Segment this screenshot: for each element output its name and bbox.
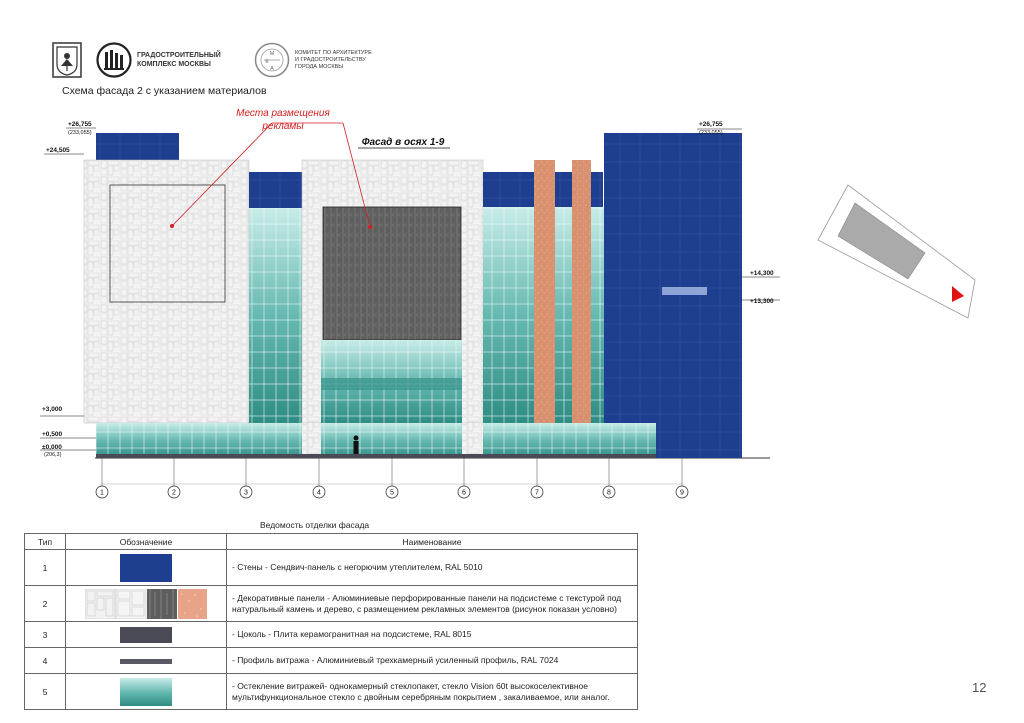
level-right-2: +14,300 (750, 270, 774, 277)
legend-desc-3: - Цоколь - Плита керамогранитная на подсистеме, RAL 8015 (227, 622, 638, 648)
level-right-1-sub: (233,055) (699, 130, 723, 136)
level-right-1: +26,755 (699, 121, 723, 128)
legend-desc-4: - Профиль витража - Алюминиевый трехкамерный усиленный профиль, RAL 7024 (227, 648, 638, 674)
legend-header-row (25, 534, 638, 550)
level-left-1: +26,755 (68, 121, 92, 128)
level-right-3: +13,300 (750, 298, 774, 305)
svg-text:8: 8 (607, 489, 611, 497)
legend-row-1: 1 - Стены - Сендвич-панель с негорючим утеплителем, RAL 5010 (25, 550, 638, 586)
level-left-3: +3,000 (42, 406, 63, 413)
facade-title: Фасад в осях 1-9 (361, 137, 445, 148)
svg-text:1: 1 (100, 489, 104, 497)
plinth-band (96, 454, 656, 458)
axis-8 (603, 458, 615, 498)
axis-7 (531, 458, 543, 498)
level-left-5-sub: (206,3) (44, 452, 62, 458)
legend-desc-1: - Стены - Сендвич-панель с негорючим утеплителем, RAL 5010 (227, 550, 638, 586)
wall-panel-top-left (96, 133, 179, 160)
axis-9 (676, 458, 688, 498)
wood-column-2 (572, 160, 591, 423)
finish-legend-table (24, 533, 638, 710)
org2-line1: КОМИТЕТ ПО АРХИТЕКТУРЕ (295, 49, 372, 56)
org2-line2: И ГРАДОСТРОИТЕЛЬСТВУ (295, 56, 366, 63)
legend-desc-2: - Декоративные панели - Алюминиевые перфорированные панели на подсистеме с текстурой под натуральный камень и дерево, с размещением рекламных элементов (рисунок показан условно) (227, 586, 638, 622)
page-number: 12 (972, 680, 987, 695)
org1-line1: ГРАДОСТРОИТЕЛЬНЫЙ (137, 52, 221, 59)
person-figure-icon (354, 436, 359, 455)
org2-line3: ГОРОДА МОСКВЫ (295, 63, 344, 70)
legend-title: Ведомость отделки фасада (260, 520, 370, 530)
swatch-wall-blue (120, 554, 172, 582)
mka-letter-m: М (269, 51, 275, 57)
col-type: Тип (25, 534, 66, 550)
axis-2 (168, 458, 180, 498)
stone-panel-left (84, 160, 249, 423)
ad-area-center (323, 207, 461, 340)
svg-text:4: 4 (317, 489, 321, 497)
svg-text:5: 5 (390, 489, 394, 497)
svg-text:7: 7 (535, 489, 539, 497)
axis-1 (96, 458, 108, 498)
legend-row-3: 3 - Цоколь - Плита керамогранитная на подсистеме, RAL 8015 (25, 622, 638, 648)
svg-text:9: 9 (680, 489, 684, 497)
swatch-profile (120, 659, 172, 664)
col-name: Наименование (227, 534, 638, 550)
legend-row-2: 2 - Декоративные панели - Алюминиевые перфорированные панели на подсистеме с текстурой под натуральный камень и дерево, с размещением рекламных элементов (рисунок показан условно) (25, 586, 638, 622)
col-symbol: Обозначение (66, 534, 227, 550)
level-left-1-sub: (233,055) (68, 130, 92, 136)
svg-text:6: 6 (462, 489, 466, 497)
callout-line1: Места размещения (236, 108, 330, 119)
mka-letter-a: А (270, 66, 274, 72)
site-plan-keymap (818, 185, 975, 318)
axis-3 (240, 458, 252, 498)
swatch-glass (120, 678, 172, 706)
page-subtitle: Схема фасада 2 с указанием материалов (62, 85, 267, 97)
axis-6 (458, 458, 470, 498)
swatch-plinth (120, 627, 172, 643)
svg-text:2: 2 (172, 489, 176, 497)
svg-text:3: 3 (244, 489, 248, 497)
legend-row-4: 4 - Профиль витража - Алюминиевый трехкамерный усиленный профиль, RAL 7024 (25, 648, 638, 674)
level-left-4: +0,500 (42, 431, 63, 438)
legend-desc-5: - Остекление витражей- однокамерный стеклопакет, стекло Vision 60t высокоселективное мультифункциональное стекло с двойным серебряным покрытием , закаливаемое, или аналог. (227, 674, 638, 710)
level-left-5: ±0,000 (42, 444, 62, 451)
axis-5 (386, 458, 398, 498)
callout-line2: рекламы (262, 121, 304, 132)
wood-column-1 (534, 160, 555, 423)
mka-letter-k: К (265, 59, 269, 65)
swatch-decorative-panels (85, 589, 207, 619)
level-left-2: +24,505 (46, 147, 70, 154)
blue-band-bay3 (249, 172, 302, 208)
axis-4 (313, 458, 325, 498)
legend-row-5: 5 - Остекление витражей- однокамерный стеклопакет, стекло Vision 60t высокоселективное мультифункциональное стекло с двойным серебряным покрытием , закаливаемое, или аналог. (25, 674, 638, 710)
org1-line2: КОМПЛЕКС МОСКВЫ (137, 61, 211, 68)
